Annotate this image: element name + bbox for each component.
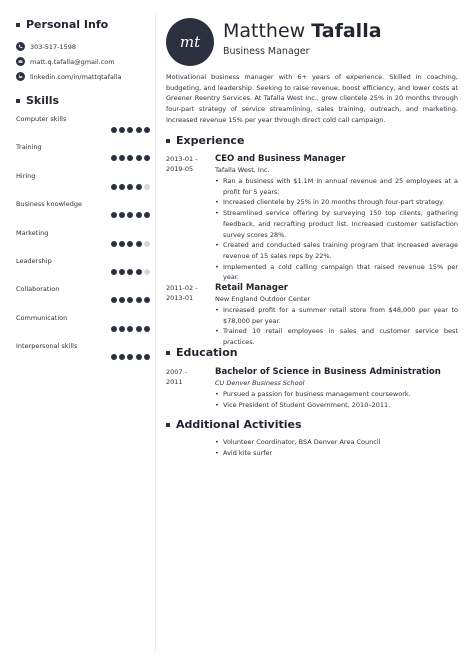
skill-name: Leadership xyxy=(16,256,52,265)
section-bullet-icon xyxy=(166,139,170,143)
skill-rating xyxy=(111,184,150,190)
rating-dot-filled xyxy=(127,184,133,190)
skill-rating xyxy=(111,326,150,332)
rating-dot-filled xyxy=(111,297,117,303)
rating-dot-filled xyxy=(136,127,142,133)
skill-item xyxy=(16,143,150,171)
email-icon xyxy=(16,57,25,66)
skills-list xyxy=(16,115,150,371)
skill-name: Marketing xyxy=(16,228,49,237)
rating-dot-filled xyxy=(127,241,133,247)
school: CU Denver Business School xyxy=(215,379,305,387)
section-bullet-icon xyxy=(166,351,170,355)
rating-dot-filled xyxy=(144,354,150,360)
rating-dot-filled xyxy=(119,212,125,218)
phone-icon xyxy=(16,42,25,51)
rating-dot-filled xyxy=(111,127,117,133)
skill-item xyxy=(16,314,150,342)
job-company: New England Outdoor Center xyxy=(215,295,311,303)
rating-dot-filled xyxy=(119,184,125,190)
skill-name: Communication xyxy=(16,313,68,322)
list-item: • Avid kite surfer xyxy=(215,448,458,459)
skill-rating xyxy=(111,155,150,161)
list-item: • Created and conducted sales training program that increased average revenue of 15 sales reps by 22%. xyxy=(215,240,458,261)
job-date: 2013-01 - 2019-05 xyxy=(166,155,198,173)
activities-bullets xyxy=(215,437,458,458)
education-bullets xyxy=(215,389,458,410)
rating-dot-filled xyxy=(127,212,133,218)
rating-dot-filled xyxy=(119,127,125,133)
skill-rating xyxy=(111,269,150,275)
skills-heading: Skills xyxy=(16,94,150,107)
summary-paragraph: Motivational business manager with 6+ years of experience. Skilled in coaching, budgeting, and leadership. Seeking to raise revenue, boost efficiency, and lower costs at Greener Reentry Services. At Tafalla West Inc., grew clientele 25% in 20 months through four-part strategy of service streamlining, sales training, outreach, and marketing. Increased revenue 15% per year through direct cold call campaign. xyxy=(166,73,458,124)
job-bullets xyxy=(215,176,458,283)
rating-dot-filled xyxy=(119,354,125,360)
list-item: • Increased profit for a summer retail store from $48,000 per year to $78,000 per year. xyxy=(215,305,458,326)
section-bullet-icon xyxy=(16,99,20,103)
skill-name: Collaboration xyxy=(16,285,60,294)
skill-item xyxy=(16,229,150,257)
rating-dot-filled xyxy=(127,354,133,360)
education-heading: Education xyxy=(166,346,238,359)
rating-dot-filled xyxy=(144,212,150,218)
rating-dot-filled xyxy=(111,241,117,247)
rating-dot-filled xyxy=(136,326,142,332)
rating-dot-filled xyxy=(111,155,117,161)
rating-dot-filled xyxy=(136,155,142,161)
rating-dot-filled xyxy=(144,297,150,303)
contact-list xyxy=(16,39,150,84)
candidate-name: Matthew Tafalla xyxy=(223,20,382,42)
rating-dot-filled xyxy=(119,155,125,161)
job-title: Business Manager xyxy=(223,46,310,57)
rating-dot-filled xyxy=(127,326,133,332)
skill-name: Interpersonal skills xyxy=(16,342,78,351)
skill-name: Hiring xyxy=(16,171,36,180)
skill-rating xyxy=(111,297,150,303)
skill-item xyxy=(16,257,150,285)
rating-dot-filled xyxy=(136,269,142,275)
linkedin-icon xyxy=(16,72,25,81)
list-item: • Trained 10 retail employees in sales and customer service best practices. xyxy=(215,326,458,347)
activities-heading: Additional Activities xyxy=(166,418,302,431)
rating-dot-filled xyxy=(144,127,150,133)
job-bullets xyxy=(215,305,458,348)
rating-dot-filled xyxy=(127,155,133,161)
personal-info-heading: Personal Info xyxy=(16,18,150,31)
list-item: • Increased clientele by 25% in 20 months through four-part strategy. xyxy=(215,197,458,208)
rating-dot-empty xyxy=(144,269,150,275)
job-role: CEO and Business Manager xyxy=(215,154,346,164)
rating-dot-filled xyxy=(136,241,142,247)
rating-dot-filled xyxy=(127,127,133,133)
contact-linkedin[interactable]: linkedin.com/in/mattqtafalla xyxy=(16,69,150,84)
list-item: • Ran a business with $1.1M in annual revenue and 25 employees at a profit for 5 years. xyxy=(215,176,458,197)
experience-heading: Experience xyxy=(166,134,244,147)
rating-dot-filled xyxy=(111,212,117,218)
list-item: • Streamlined service offering by surveying 150 top clients, gathering feedback, and recrafting product list. Increased customer satisfaction survey scores 28%. xyxy=(215,208,458,240)
contact-email[interactable]: matt.q.tafalla@gmail.com xyxy=(16,54,150,69)
section-bullet-icon xyxy=(166,423,170,427)
rating-dot-filled xyxy=(119,326,125,332)
contact-phone: 303-517-1598 xyxy=(16,39,150,54)
skill-item xyxy=(16,200,150,228)
column-divider xyxy=(155,14,156,654)
list-item: • Pursued a passion for business management coursework. xyxy=(215,389,458,400)
rating-dot-filled xyxy=(111,326,117,332)
education-date: 2007 - 2011 xyxy=(166,368,187,386)
skill-rating xyxy=(111,354,150,360)
rating-dot-filled xyxy=(111,184,117,190)
avatar: mt xyxy=(166,18,214,66)
job-date: 2011-02 - 2013-01 xyxy=(166,284,198,302)
list-item: • Implemented a cold calling campaign that raised revenue 15% per year. xyxy=(215,262,458,283)
left-column xyxy=(16,18,150,371)
job-role: Retail Manager xyxy=(215,283,288,293)
section-bullet-icon xyxy=(16,23,20,27)
list-item: • Vice President of Student Government, 2010–2011. xyxy=(215,400,458,411)
rating-dot-filled xyxy=(144,155,150,161)
rating-dot-filled xyxy=(136,354,142,360)
rating-dot-empty xyxy=(144,241,150,247)
degree: Bachelor of Science in Business Administration xyxy=(215,367,441,377)
skill-item xyxy=(16,115,150,143)
skill-name: Training xyxy=(16,143,42,152)
rating-dot-filled xyxy=(119,297,125,303)
rating-dot-filled xyxy=(136,212,142,218)
skill-rating xyxy=(111,212,150,218)
skill-item xyxy=(16,172,150,200)
skill-item xyxy=(16,285,150,313)
list-item: • Volunteer Coordinator, BSA Denver Area Council xyxy=(215,437,458,448)
rating-dot-empty xyxy=(144,184,150,190)
rating-dot-filled xyxy=(136,184,142,190)
rating-dot-filled xyxy=(127,269,133,275)
rating-dot-filled xyxy=(119,241,125,247)
skill-item xyxy=(16,342,150,370)
rating-dot-filled xyxy=(144,326,150,332)
rating-dot-filled xyxy=(127,297,133,303)
rating-dot-filled xyxy=(111,354,117,360)
rating-dot-filled xyxy=(111,269,117,275)
job-company: Tafalla West, Inc. xyxy=(215,166,270,174)
skill-name: Computer skills xyxy=(16,115,67,123)
skill-rating xyxy=(111,127,150,133)
rating-dot-filled xyxy=(119,269,125,275)
rating-dot-filled xyxy=(136,297,142,303)
skill-rating xyxy=(111,241,150,247)
skill-name: Business knowledge xyxy=(16,200,82,209)
